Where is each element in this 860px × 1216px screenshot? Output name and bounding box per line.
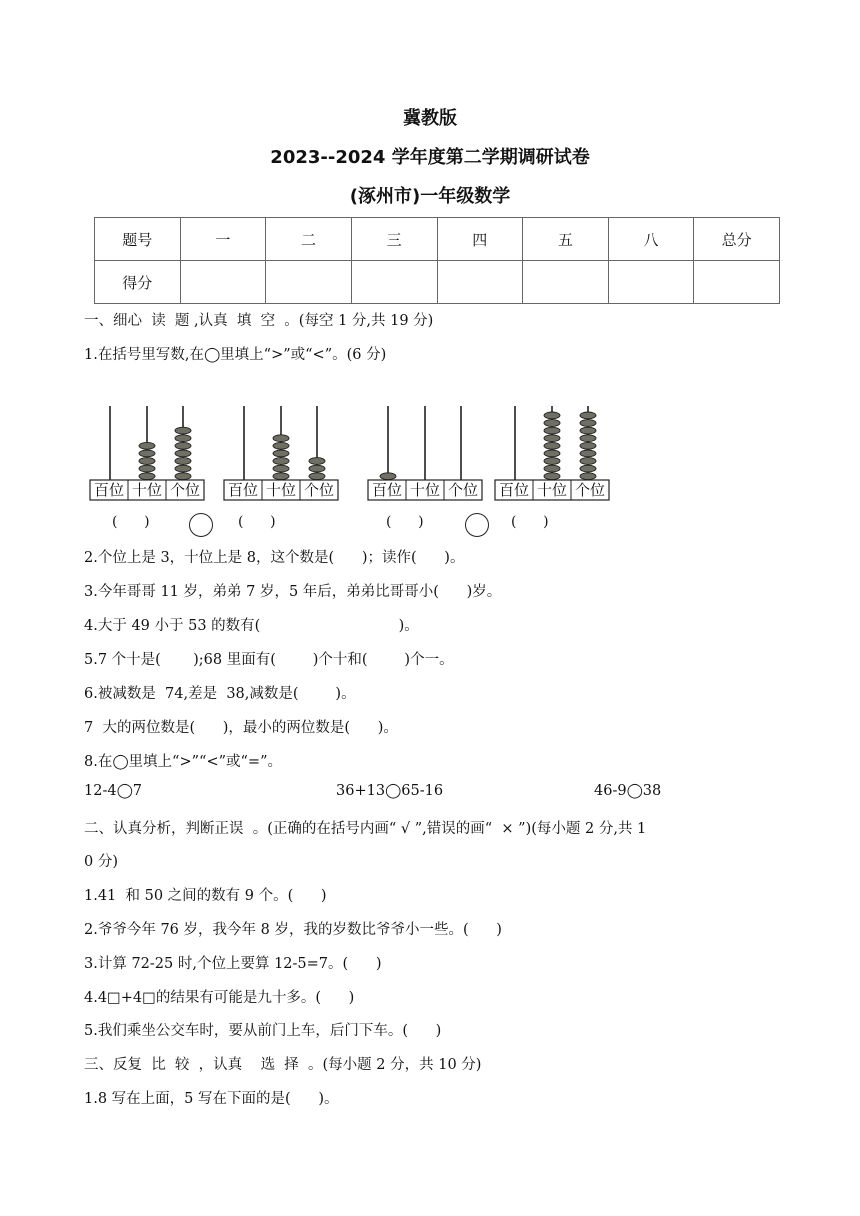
abacus-bead xyxy=(309,473,325,480)
abacus-bead xyxy=(309,465,325,472)
abacus-bead xyxy=(273,442,289,449)
question-7: 7 大的两位数是( )，最小的两位数是( )。 xyxy=(84,720,398,736)
abacus-bead xyxy=(544,442,560,449)
abacus-bead xyxy=(580,450,596,457)
score-header-cell: 总分 xyxy=(694,218,780,261)
abacus-bead xyxy=(273,450,289,457)
abacus-bead xyxy=(273,465,289,472)
abacus-bead xyxy=(175,442,191,449)
section-2-title: 二、认真分析，判断正误 。(正确的在括号内画“ √ ”,错误的画“ × ”)(每小题 2 分,共 1 xyxy=(84,821,647,837)
abacus-bead xyxy=(309,458,325,465)
abacus-bead xyxy=(580,473,596,480)
answer-blank-2[interactable]: ( ) xyxy=(238,514,276,530)
score-header-cell: 三 xyxy=(351,218,437,261)
abacus-bead xyxy=(544,435,560,442)
q8-item-3: 46-9◯38 xyxy=(594,783,662,799)
abacus-bead xyxy=(273,458,289,465)
abacus-place-label: 个位 xyxy=(303,481,335,499)
score-cell[interactable] xyxy=(608,261,694,304)
abacus-place-label: 十位 xyxy=(409,481,441,499)
abacus-place-label: 十位 xyxy=(131,481,163,499)
abacus-place-label: 个位 xyxy=(574,481,606,499)
abacus-bead xyxy=(544,458,560,465)
abacus-place-label: 个位 xyxy=(447,481,479,499)
abacus-bead xyxy=(175,458,191,465)
question-8: 8.在◯里填上“>”“<”或“=”。 xyxy=(84,754,282,770)
compare-circle-1[interactable] xyxy=(189,513,213,537)
section-1-title: 一、细心 读 题 ,认真 填 空 。(每空 1 分,共 19 分) xyxy=(84,313,434,329)
abacus-bead xyxy=(139,442,155,449)
abacus-2 xyxy=(224,406,338,500)
section-2-title-cont: 0 分) xyxy=(84,854,118,870)
abacus-3 xyxy=(368,406,482,500)
score-table-header-row xyxy=(95,218,780,261)
abacus-place-label: 百位 xyxy=(227,481,259,499)
abacus-bead xyxy=(273,473,289,480)
abacus-bead xyxy=(175,427,191,434)
question-1: 1.在括号里写数,在◯里填上“>”或“<”。(6 分) xyxy=(84,347,387,363)
score-header-cell: 二 xyxy=(266,218,352,261)
abacus-bead xyxy=(175,465,191,472)
abacus-bead xyxy=(139,473,155,480)
abacus-place-label: 十位 xyxy=(536,481,568,499)
abacus-bead xyxy=(139,458,155,465)
score-cell[interactable] xyxy=(351,261,437,304)
abacus-bead xyxy=(273,435,289,442)
judge-question-2: 2.爷爷今年 76 岁，我今年 8 岁，我的岁数比爷爷小一些。( ) xyxy=(84,922,502,938)
score-header-cell: 一 xyxy=(180,218,266,261)
abacus-bead xyxy=(544,465,560,472)
abacus-place-label: 百位 xyxy=(498,481,530,499)
score-cell[interactable] xyxy=(694,261,780,304)
abacus-bead xyxy=(580,465,596,472)
abacus-4 xyxy=(495,406,609,500)
abacus-bead xyxy=(175,450,191,457)
question-4: 4.大于 49 小于 53 的数有( )。 xyxy=(84,618,419,634)
judge-question-5: 5.我们乘坐公交车时，要从前门上车，后门下车。( ) xyxy=(84,1023,442,1039)
abacus-bead xyxy=(580,412,596,419)
abacus-place-label: 百位 xyxy=(371,481,403,499)
abacus-bead xyxy=(580,420,596,427)
q8-item-1: 12-4◯7 xyxy=(84,783,143,799)
abacus-1 xyxy=(90,406,204,500)
abacus-bead xyxy=(580,435,596,442)
abacus-bead xyxy=(544,427,560,434)
choice-question-1: 1.8 写在上面，5 写在下面的是( )。 xyxy=(84,1091,339,1107)
abacus-bead xyxy=(544,473,560,480)
abacus-place-label: 百位 xyxy=(93,481,125,499)
question-2: 2.个位上是 3，十位上是 8，这个数是( )；读作( )。 xyxy=(84,550,465,566)
score-header-cell: 四 xyxy=(437,218,523,261)
abacus-bead xyxy=(580,458,596,465)
exam-edition: 冀教版 xyxy=(403,108,457,129)
abacus-bead xyxy=(380,473,396,480)
score-cell[interactable] xyxy=(266,261,352,304)
score-cell[interactable] xyxy=(523,261,609,304)
score-header-cell: 八 xyxy=(608,218,694,261)
question-3: 3.今年哥哥 11 岁，弟弟 7 岁，5 年后，弟弟比哥哥小( )岁。 xyxy=(84,584,502,600)
judge-question-1: 1.41 和 50 之间的数有 9 个。( ) xyxy=(84,888,327,904)
abacus-bead xyxy=(139,450,155,457)
abacus-figures xyxy=(88,398,628,508)
score-cell[interactable] xyxy=(180,261,266,304)
q8-item-2: 36+13◯65-16 xyxy=(336,783,444,799)
abacus-bead xyxy=(139,465,155,472)
abacus-bead xyxy=(544,420,560,427)
score-header-cell: 五 xyxy=(523,218,609,261)
abacus-place-label: 十位 xyxy=(265,481,297,499)
abacus-bead xyxy=(580,442,596,449)
question-6: 6.被减数是 74,差是 38,减数是( )。 xyxy=(84,686,356,702)
abacus-bead xyxy=(580,427,596,434)
score-cell[interactable] xyxy=(437,261,523,304)
score-table xyxy=(94,217,780,304)
exam-subject-title: (涿州市)一年级数学 xyxy=(349,186,511,207)
abacus-bead xyxy=(544,412,560,419)
score-header-cell: 题号 xyxy=(95,218,181,261)
abacus-bead xyxy=(544,450,560,457)
abacus-place-label: 个位 xyxy=(169,481,201,499)
judge-question-3: 3.计算 72-25 时,个位上要算 12-5=7。( ) xyxy=(84,956,382,972)
score-table-score-row xyxy=(95,261,780,304)
abacus-bead xyxy=(175,435,191,442)
answer-blank-4[interactable]: ( ) xyxy=(511,514,549,530)
judge-question-4: 4.4□+4□的结果有可能是九十多。( ) xyxy=(84,990,355,1006)
abacus-bead xyxy=(175,473,191,480)
exam-term-title: 2023--2024 学年度第二学期调研试卷 xyxy=(270,147,590,168)
answer-blank-3[interactable]: ( ) xyxy=(386,514,424,530)
compare-circle-2[interactable] xyxy=(465,513,489,537)
section-3-title: 三、反复 比 较 ，认真 选 择 。(每小题 2 分，共 10 分) xyxy=(84,1057,482,1073)
score-row-label: 得分 xyxy=(95,261,181,304)
answer-blank-1[interactable]: ( ) xyxy=(112,514,150,530)
question-5: 5.7 个十是( );68 里面有( )个十和( )个一。 xyxy=(84,652,454,668)
